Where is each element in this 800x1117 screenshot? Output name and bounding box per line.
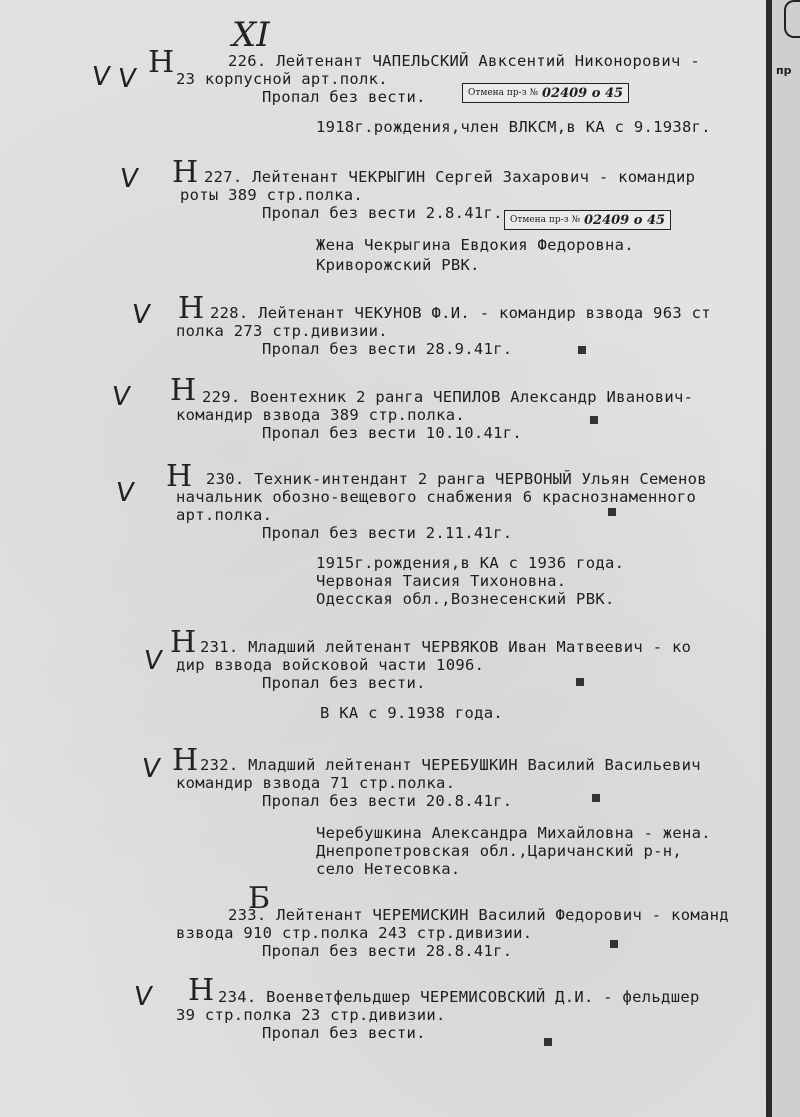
stamp-number: 02409 о 45	[542, 85, 624, 101]
entry-line: взвода 910 стр.полка 243 стр.дивизии.	[176, 924, 533, 942]
entry-line: полка 273 стр.дивизии.	[176, 322, 388, 340]
entry-line: Пропал без вести 20.8.41г.	[262, 792, 513, 810]
cancellation-stamp	[504, 210, 671, 230]
handwritten-letter: Н	[170, 373, 197, 408]
check-mark: V	[117, 164, 140, 194]
handwritten-letter: Н	[166, 459, 193, 494]
entry-line: 230. Техник-интендант 2 ранга ЧЕРВОНЫЙ Ульян Семенов	[206, 470, 707, 488]
ink-mark	[576, 678, 584, 686]
ink-mark	[610, 940, 618, 948]
entry-line: Пропал без вести.	[262, 674, 426, 692]
entry-note: 1915г.рождения,в КА с 1936 года.	[316, 554, 625, 572]
entry-line: Пропал без вести 28.8.41г.	[262, 942, 513, 960]
entry-line: 227. Лейтенант ЧЕКРЫГИН Сергей Захарович - командир	[204, 168, 696, 186]
entry-line: 232. Младший лейтенант ЧЕРЕБУШКИН Василий Васильевич	[200, 756, 701, 774]
entry-note: Днепропетровская обл.,Царичанский р-н,	[316, 842, 683, 860]
cancellation-stamp	[462, 83, 629, 103]
handwritten-numeral: XI	[232, 15, 270, 55]
entry-line: 231. Младший лейтенант ЧЕРВЯКОВ Иван Матвеевич - ко	[200, 638, 692, 656]
entry-line: дир взвода войсковой части 1096.	[176, 656, 485, 674]
entry-line: Пропал без вести 28.9.41г.	[262, 340, 513, 358]
check-mark: V	[129, 300, 152, 330]
entry-line: 228. Лейтенант ЧЕКУНОВ Ф.И. - командир взвода 963 ст	[210, 304, 711, 322]
entry-line: 226. Лейтенант ЧАПЕЛЬСКИЙ Авксентий Никонорович -	[228, 52, 700, 70]
entry-note: Черебушкина Александра Михайловна - жена.	[316, 824, 711, 842]
stamp-label: Отмена пр-з №	[468, 88, 538, 98]
entry-line: начальник обозно-вещевого снабжения 6 краснознаменного	[176, 488, 697, 506]
entry-note: Криворожский РВК.	[316, 256, 480, 274]
check-mark: V	[141, 646, 164, 676]
entry-note: Червоная Таисия Тихоновна.	[316, 572, 567, 590]
entry-line: командир взвода 71 стр.полка.	[176, 774, 456, 792]
ink-mark	[578, 346, 586, 354]
entry-line: 229. Воентехник 2 ранга ЧЕПИЛОВ Александр Иванович-	[202, 388, 694, 406]
check-mark: V	[139, 754, 162, 784]
entry-note: В КА с 9.1938 года.	[320, 704, 504, 722]
entry-note: 1918г.рождения,член ВЛКСМ,в КА с 9.1938г.	[316, 118, 711, 136]
entry-line: Пропал без вести 10.10.41г.	[262, 424, 523, 442]
ink-mark	[590, 416, 598, 424]
handwritten-letter: Н	[170, 625, 197, 660]
check-mark: V	[89, 62, 112, 92]
check-mark: V	[131, 982, 154, 1012]
entry-line: арт.полка.	[176, 506, 273, 524]
entry-line: Пропал без вести 2.11.41г.	[262, 524, 513, 542]
handwritten-letter: Н	[172, 743, 199, 778]
entry-note: Одесская обл.,Вознесенский РВК.	[316, 590, 615, 608]
entry-line: 23 корпусной арт.полк.	[176, 70, 388, 88]
handwritten-letter: Н	[188, 973, 215, 1008]
entry-line: 39 стр.полка 23 стр.дивизии.	[176, 1006, 446, 1024]
entry-line: 234. Военветфельдшер ЧЕРЕМИСОВСКИЙ Д.И. - фельдшер	[218, 988, 700, 1006]
check-mark: V	[109, 382, 132, 412]
adjacent-page-bracket	[784, 0, 800, 38]
handwritten-letter: Б	[248, 881, 271, 916]
handwritten-letter: Н	[178, 291, 205, 326]
entry-line: роты 389 стр.полка.	[180, 186, 364, 204]
entry-note: село Нетесовка.	[316, 860, 461, 878]
handwritten-letter: Н	[172, 155, 199, 190]
handwritten-letter: Н	[148, 45, 175, 80]
entry-line: Пропал без вести.	[262, 1024, 426, 1042]
adjacent-page-text: пр	[776, 64, 792, 77]
stamp-label: Отмена пр-з №	[510, 215, 580, 225]
ink-mark	[592, 794, 600, 802]
entry-line: 233. Лейтенант ЧЕРЕМИСКИН Василий Федорович - команд	[228, 906, 729, 924]
stamp-number: 02409 о 45	[584, 212, 666, 228]
entry-line: Пропал без вести.	[262, 88, 426, 106]
check-mark: V	[113, 478, 136, 508]
check-mark: V	[115, 64, 138, 94]
entry-line: командир взвода 389 стр.полка.	[176, 406, 465, 424]
ink-mark	[544, 1038, 552, 1046]
entry-note: Жена Чекрыгина Евдокия Федоровна.	[316, 236, 634, 254]
adjacent-page-edge	[772, 0, 800, 1117]
ink-mark	[608, 508, 616, 516]
entry-line: Пропал без вести 2.8.41г.	[262, 204, 503, 222]
